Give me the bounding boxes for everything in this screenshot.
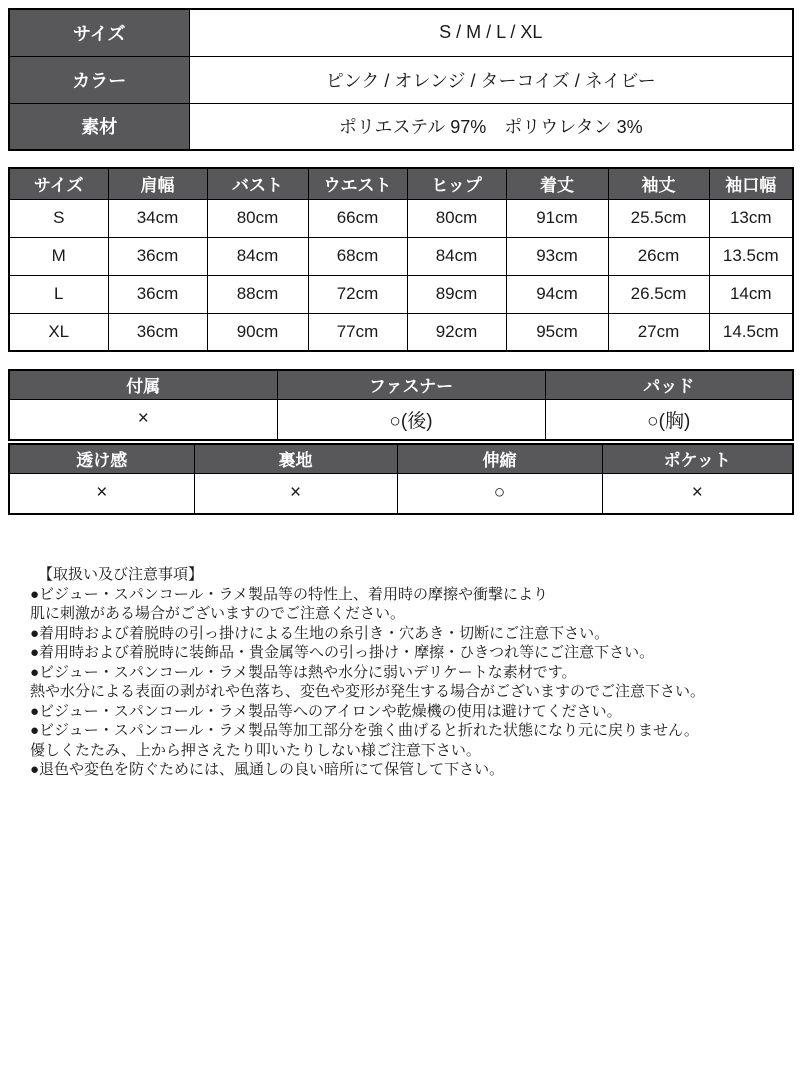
table-cell: 84cm (207, 237, 308, 275)
info-label-material: 素材 (9, 103, 189, 150)
table-cell: 77cm (308, 313, 407, 351)
column-header: 裏地 (194, 444, 397, 473)
column-header: 伸縮 (397, 444, 602, 473)
table-cell: 36cm (108, 237, 207, 275)
care-note-line: ●退色や変色を防ぐためには、風通しの良い暗所にて保管して下さい。 (30, 761, 505, 778)
column-header: パッド (545, 370, 793, 399)
table-cell: 13cm (709, 199, 793, 237)
table-cell: 68cm (308, 237, 407, 275)
table-cell: 91cm (506, 199, 608, 237)
table-cell: 94cm (506, 275, 608, 313)
feature-value-fastener: ○(後) (277, 399, 545, 440)
size-row-xl (9, 313, 793, 351)
column-header: 袖丈 (608, 168, 709, 199)
table-cell: 92cm (407, 313, 506, 351)
product-info-table (8, 8, 794, 151)
table-cell: 88cm (207, 275, 308, 313)
table-cell: 26.5cm (608, 275, 709, 313)
table-cell: 89cm (407, 275, 506, 313)
care-notes (8, 565, 792, 780)
table-cell: 90cm (207, 313, 308, 351)
size-chart-table (8, 167, 794, 352)
features-b-header-row (9, 444, 793, 473)
size-row-l (9, 275, 793, 313)
table-cell: 13.5cm (709, 237, 793, 275)
table-cell: 36cm (108, 275, 207, 313)
table-cell: 95cm (506, 313, 608, 351)
feature-value-pad: ○(胸) (545, 399, 793, 440)
info-value-size: S / M / L / XL (189, 9, 793, 56)
column-header: 着丈 (506, 168, 608, 199)
care-note-line: ●着用時および着脱時に装飾品・貴金属等への引っ掛け・摩擦・ひきつれ等にご注意下さい。 (30, 644, 655, 661)
care-note-line: 優しくたたみ、上から押さえたり叩いたりしない様ご注意下さい。 (30, 741, 481, 759)
features-b-value-row (9, 473, 793, 514)
features-a-header-row (9, 370, 793, 399)
column-header: ウエスト (308, 168, 407, 199)
table-cell: 84cm (407, 237, 506, 275)
column-header: 袖口幅 (709, 168, 793, 199)
column-header: ファスナー (277, 370, 545, 399)
table-row (9, 9, 793, 56)
size-row-s (9, 199, 793, 237)
info-label-color: カラー (9, 56, 189, 103)
table-cell: 66cm (308, 199, 407, 237)
care-note-line: 熱や水分による表面の剥がれや色落ち、変色や変形が発生する場合がございますのでご注意下さい。 (30, 683, 706, 700)
care-note-line: ●ビジュー・スパンコール・ラメ製品等の特性上、着用時の摩擦や衝撃により (30, 585, 549, 603)
care-note-line: ●ビジュー・スパンコール・ラメ製品等加工部分を強く曲げると折れた状態になり元に戻りません。 (30, 722, 699, 739)
table-cell: 25.5cm (608, 199, 709, 237)
table-cell: 93cm (506, 237, 608, 275)
table-cell: 80cm (407, 199, 506, 237)
care-notes-title: 【取扱い及び注意事項】 (38, 566, 204, 583)
table-cell: 14cm (709, 275, 793, 313)
table-row (9, 56, 793, 103)
column-header: 肩幅 (108, 168, 207, 199)
table-cell: 26cm (608, 237, 709, 275)
column-header: ポケット (602, 444, 793, 473)
size-row-m (9, 237, 793, 275)
column-header: 透け感 (9, 444, 194, 473)
table-cell: 72cm (308, 275, 407, 313)
feature-value-sheerness: × (9, 473, 194, 514)
info-value-material: ポリエステル 97% ポリウレタン 3% (189, 103, 793, 150)
table-cell: L (9, 275, 108, 313)
features-table-a (8, 369, 794, 441)
features-a-value-row (9, 399, 793, 440)
table-cell: 27cm (608, 313, 709, 351)
care-note-line: ●ビジュー・スパンコール・ラメ製品等は熱や水分に弱いデリケートな素材です。 (30, 663, 577, 681)
care-note-line: ●着用時および着脱時の引っ掛けによる生地の糸引き・穴あき・切断にご注意下さい。 (30, 624, 610, 642)
column-header: バスト (207, 168, 308, 199)
table-cell: XL (9, 313, 108, 351)
feature-value-stretch: ○ (397, 473, 602, 514)
feature-value-accessory: × (9, 399, 277, 440)
table-row (9, 103, 793, 150)
feature-value-pocket: × (602, 473, 793, 514)
table-cell: M (9, 237, 108, 275)
table-cell: 34cm (108, 199, 207, 237)
column-header: サイズ (9, 168, 108, 199)
feature-value-lining: × (194, 473, 397, 514)
table-cell: 14.5cm (709, 313, 793, 351)
column-header: 付属 (9, 370, 277, 399)
table-cell: 36cm (108, 313, 207, 351)
size-chart-header-row (9, 168, 793, 199)
table-cell: 80cm (207, 199, 308, 237)
column-header: ヒップ (407, 168, 506, 199)
features-table-b (8, 443, 794, 515)
table-cell: S (9, 199, 108, 237)
care-note-line: 肌に刺激がある場合がございますのでご注意ください。 (30, 605, 406, 622)
info-label-size: サイズ (9, 9, 189, 56)
care-note-line: ●ビジュー・スパンコール・ラメ製品等へのアイロンや乾燥機の使用は避けてください。 (30, 702, 622, 720)
info-value-color: ピンク / オレンジ / ターコイズ / ネイビー (189, 56, 793, 103)
